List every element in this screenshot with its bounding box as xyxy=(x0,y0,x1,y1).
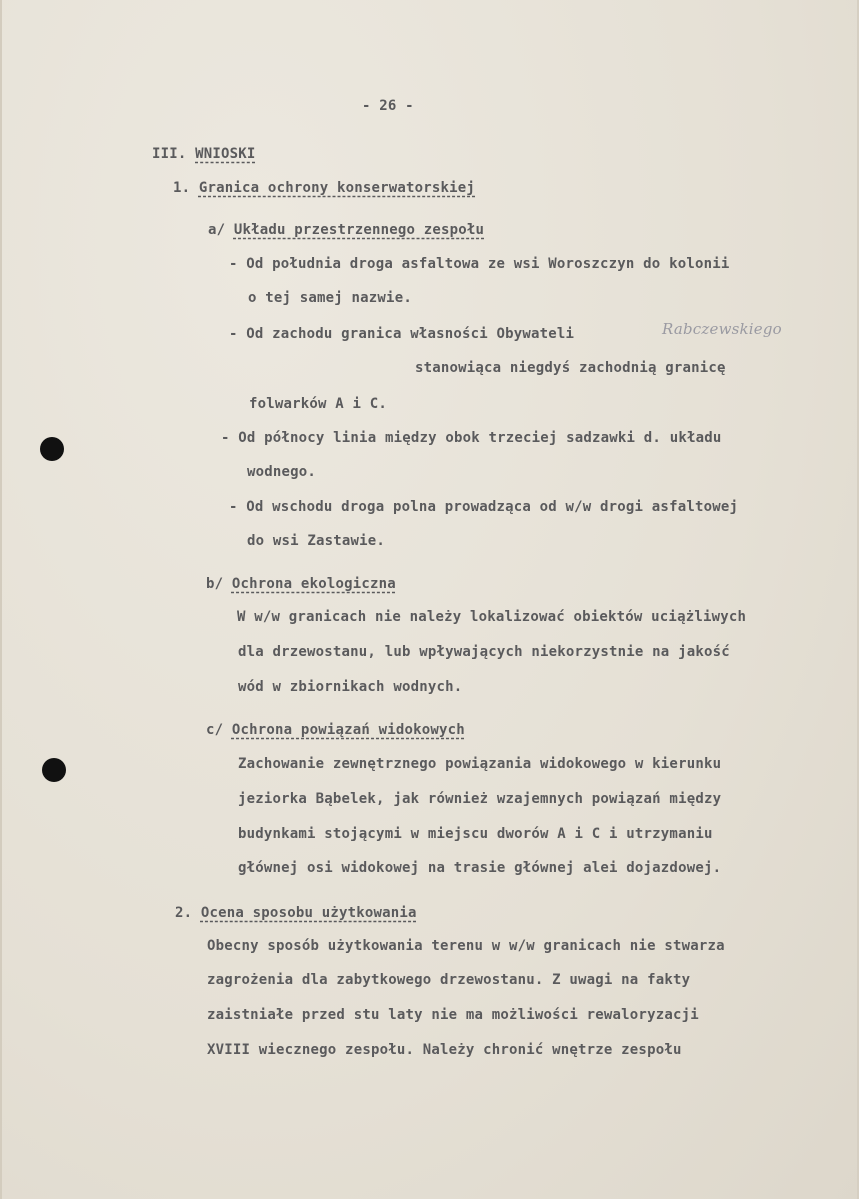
item-2-heading xyxy=(175,905,417,921)
text-line: dla drzewostanu, lub wpływających niekorzystnie na jakość xyxy=(238,644,730,660)
section-title: WNIOSKI xyxy=(195,146,256,162)
item-title: Ocena sposobu użytkowania xyxy=(200,905,417,921)
text-line: stanowiąca niegdyś zachodnią granicę xyxy=(415,360,726,376)
subsection-title: Ochrona ekologiczna xyxy=(231,576,396,592)
text-line: - Od północy linia między obok trzeciej sadzawki d. układu xyxy=(221,430,722,446)
handwritten-name: Rabczewskiego xyxy=(662,320,782,338)
text-line: W w/w granicach nie należy lokalizować obiektów uciążliwych xyxy=(237,609,747,625)
subsection-title: Ochrona powiązań widokowych xyxy=(231,722,465,738)
subsection-c-heading xyxy=(206,722,465,738)
page-number: - 26 - xyxy=(362,98,414,114)
section-heading xyxy=(152,146,256,162)
text-line: do wsi Zastawie. xyxy=(247,533,386,549)
punch-hole xyxy=(42,758,66,782)
subsection-b-heading xyxy=(206,576,396,592)
text-line: wód w zbiornikach wodnych. xyxy=(238,679,463,695)
text-line: jeziorka Bąbelek, jak również wzajemnych powiązań między xyxy=(238,791,722,807)
text-line: Zachowanie zewnętrznego powiązania widokowego w kierunku xyxy=(238,756,722,772)
punch-hole xyxy=(40,437,64,461)
text-line: XVIII wiecznego zespołu. Należy chronić wnętrze zespołu xyxy=(207,1042,682,1058)
text-line: Obecny sposób użytkowania terenu w w/w granicach nie stwarza xyxy=(207,938,725,954)
item-title: Granica ochrony konserwatorskiej xyxy=(198,180,476,196)
text-line: - Od zachodu granica własności Obywateli xyxy=(229,326,575,342)
text-line: folwarków A i C. xyxy=(249,396,388,412)
item-number: 1. xyxy=(173,180,191,196)
text-line: zaistniałe przed stu laty nie ma możliwości rewaloryzacji xyxy=(207,1007,699,1023)
subsection-label: b/ xyxy=(206,576,224,592)
text-line: - Od wschodu droga polna prowadząca od w/w drogi asfaltowej xyxy=(229,499,739,515)
item-1-heading xyxy=(173,180,475,196)
subsection-a-heading xyxy=(208,222,484,238)
subsection-title: Układu przestrzennego zespołu xyxy=(233,222,485,238)
text-line: zagrożenia dla zabytkowego drzewostanu. Z uwagi na fakty xyxy=(207,972,691,988)
subsection-label: a/ xyxy=(208,222,226,238)
section-number: III. xyxy=(152,146,187,162)
text-line: wodnego. xyxy=(247,464,317,480)
text-line: budynkami stojącymi w miejscu dworów A i C i utrzymaniu xyxy=(238,826,713,842)
text-line: o tej samej nazwie. xyxy=(248,290,412,306)
text-line: - Od południa droga asfaltowa ze wsi Woroszczyn do kolonii xyxy=(229,256,730,272)
text-line: głównej osi widokowej na trasie głównej alei dojazdowej. xyxy=(238,860,722,876)
subsection-label: c/ xyxy=(206,722,224,738)
item-number: 2. xyxy=(175,905,193,921)
